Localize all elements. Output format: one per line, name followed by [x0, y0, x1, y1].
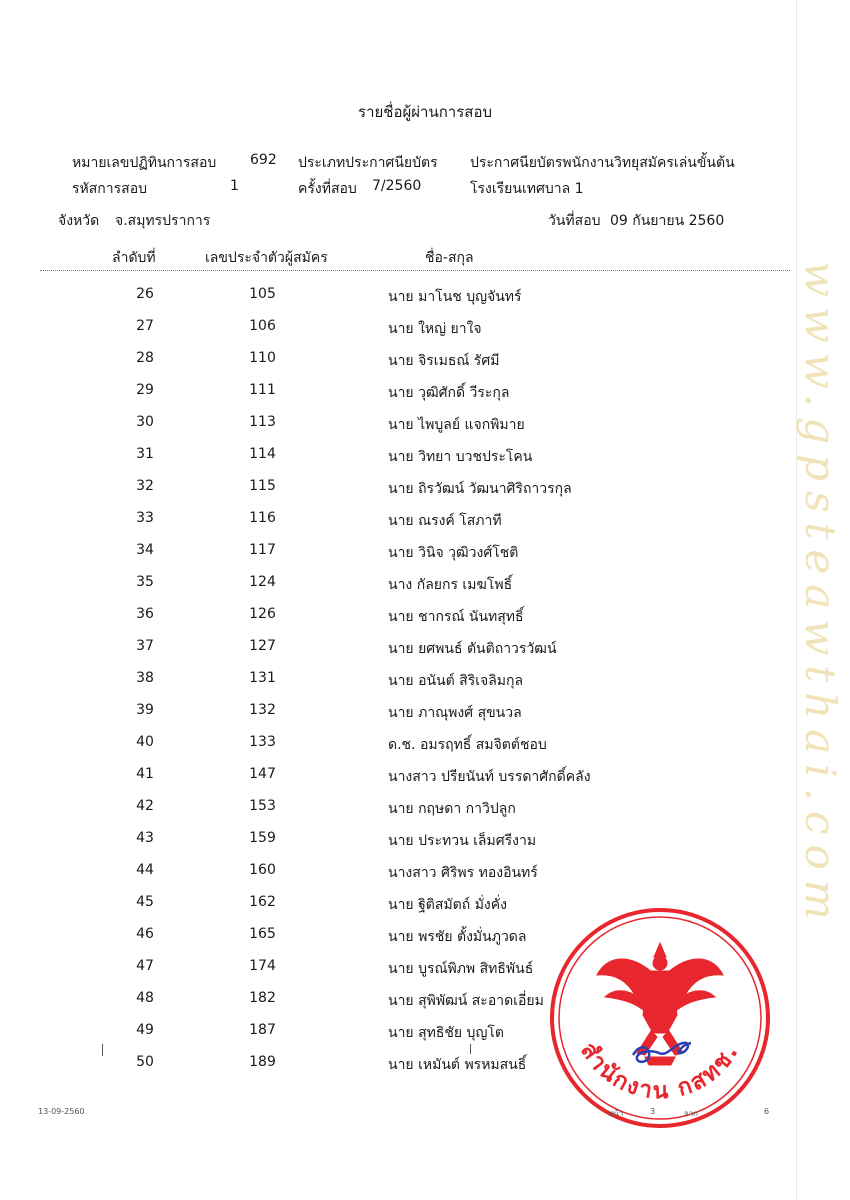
- row-applicant-id: 174: [249, 958, 276, 974]
- row-name: นาย อนันต์ สิริเจลิมกุล: [388, 673, 524, 689]
- table-row: [0, 378, 850, 410]
- row-applicant-id: 105: [249, 286, 276, 302]
- scan-mark: [470, 1044, 471, 1054]
- exam-round-label: ครั้งที่สอบ: [298, 181, 357, 197]
- row-name: นาย บูรณ์พิภพ สิทธิพันธ์: [388, 961, 534, 977]
- venue: โรงเรียนเทศบาล 1: [470, 181, 584, 197]
- watermark: www.gpsteawthai.com: [796, 260, 845, 930]
- table-row: [0, 570, 850, 602]
- row-seq: 45: [136, 894, 154, 910]
- table-row: [0, 794, 850, 826]
- row-applicant-id: 131: [249, 670, 276, 686]
- row-seq: 50: [136, 1054, 154, 1070]
- row-seq: 49: [136, 1022, 154, 1038]
- header-separator: [40, 270, 790, 271]
- table-row: [0, 666, 850, 698]
- row-seq: 40: [136, 734, 154, 750]
- table-row: [0, 410, 850, 442]
- column-header-name: ชื่อ-สกุล: [425, 250, 474, 266]
- row-name: นาย พรชัย ตั้งมั่นภูวดล: [388, 929, 527, 945]
- row-name: นาง กัลยกร เมฆโพธิ์: [388, 577, 513, 593]
- row-name: นาย วินิจ วุฒิวงศ์โชติ: [388, 545, 519, 561]
- exam-round-value: 7/2560: [372, 178, 422, 194]
- row-seq: 36: [136, 606, 154, 622]
- row-seq: 26: [136, 286, 154, 302]
- row-seq: 35: [136, 574, 154, 590]
- stamp-text: สำนักงาน กสทช.: [575, 1037, 745, 1105]
- row-name: นาย มาโนช บุญจันทร์: [388, 289, 522, 305]
- row-applicant-id: 111: [249, 382, 276, 398]
- row-seq: 27: [136, 318, 154, 334]
- row-seq: 38: [136, 670, 154, 686]
- row-name: นางสาว ศิริพร ทองอินทร์: [388, 865, 538, 881]
- row-applicant-id: 132: [249, 702, 276, 718]
- exam-calendar-value: 692: [250, 152, 277, 168]
- row-seq: 39: [136, 702, 154, 718]
- page-title: รายชื่อผู้ผ่านการสอบ: [358, 103, 492, 121]
- row-name: นางสาว ปรียนันท์ บรรดาศักดิ์คลัง: [388, 769, 591, 785]
- row-applicant-id: 153: [249, 798, 276, 814]
- exam-code-value: 1: [230, 178, 239, 194]
- row-applicant-id: 113: [249, 414, 276, 430]
- row-name: นาย ภาณุพงศ์ สุขนวล: [388, 705, 522, 721]
- province-value: จ.สมุทรปราการ: [115, 213, 211, 229]
- row-seq: 41: [136, 766, 154, 782]
- column-header-seq: ลำดับที่: [112, 250, 156, 266]
- row-applicant-id: 110: [249, 350, 276, 366]
- table-row: [0, 858, 850, 890]
- row-name: นาย จิรเมธณ์ รัศมี: [388, 353, 500, 369]
- table-row: [0, 634, 850, 666]
- row-seq: 42: [136, 798, 154, 814]
- table-row: [0, 826, 850, 858]
- row-applicant-id: 114: [249, 446, 276, 462]
- row-applicant-id: 160: [249, 862, 276, 878]
- row-seq: 28: [136, 350, 154, 366]
- row-applicant-id: 127: [249, 638, 276, 654]
- row-name: นาย ณรงค์ โสภาที: [388, 513, 502, 529]
- table-row: [0, 762, 850, 794]
- table-row: [0, 506, 850, 538]
- svg-text:สำนักงาน กสทช.: [575, 1038, 744, 1104]
- row-seq: 30: [136, 414, 154, 430]
- row-applicant-id: 126: [249, 606, 276, 622]
- row-seq: 33: [136, 510, 154, 526]
- table-row: [0, 346, 850, 378]
- page-label: หน้า: [608, 1109, 624, 1118]
- cert-type-value: ประกาศนียบัตรพนักงานวิทยุสมัครเล่นขั้นต้น: [470, 155, 735, 171]
- row-name: นาย สุพิพัฒน์ สะอาดเอี่ยม: [388, 993, 544, 1009]
- row-applicant-id: 165: [249, 926, 276, 942]
- row-applicant-id: 117: [249, 542, 276, 558]
- row-name: นาย ถิรวัฒน์ วัฒนาศิริถาวรกุล: [388, 481, 572, 497]
- row-applicant-id: 116: [249, 510, 276, 526]
- row-seq: 48: [136, 990, 154, 1006]
- table-row: [0, 314, 850, 346]
- row-applicant-id: 106: [249, 318, 276, 334]
- row-applicant-id: 115: [249, 478, 276, 494]
- row-applicant-id: 147: [249, 766, 276, 782]
- table-row: [0, 474, 850, 506]
- exam-calendar-label: หมายเลขปฏิทินการสอบ: [72, 155, 217, 171]
- row-seq: 31: [136, 446, 154, 462]
- table-row: [0, 538, 850, 570]
- row-seq: 43: [136, 830, 154, 846]
- row-applicant-id: 133: [249, 734, 276, 750]
- exam-code-label: รหัสการสอบ: [72, 181, 147, 197]
- row-seq: 37: [136, 638, 154, 654]
- row-name: นาย กฤษดา กาวิปลูก: [388, 801, 516, 817]
- row-name: นาย ไพบูลย์ แจกพิมาย: [388, 417, 525, 433]
- province-label: จังหวัด: [58, 213, 100, 229]
- of-label: จาก: [684, 1109, 699, 1118]
- row-seq: 29: [136, 382, 154, 398]
- page-number: 3: [650, 1107, 656, 1116]
- row-name: นาย สุทธิชัย บุญโต: [388, 1025, 504, 1041]
- table-row: [0, 730, 850, 762]
- row-seq: 44: [136, 862, 154, 878]
- row-name: ด.ช. อมรฤทธิ์ สมจิตต์ชอบ: [388, 737, 547, 753]
- exam-date-label: วันที่สอบ: [548, 213, 601, 229]
- print-date: 13-09-2560: [38, 1107, 85, 1116]
- table-row: [0, 698, 850, 730]
- row-name: นาย ประทวน เล็มศรีงาม: [388, 833, 537, 849]
- row-seq: 34: [136, 542, 154, 558]
- row-applicant-id: 124: [249, 574, 276, 590]
- scan-mark: [102, 1044, 103, 1056]
- row-name: นาย ฐิติสมัตถ์ มั่งคั่ง: [388, 897, 507, 913]
- row-name: นาย วุฒิศักดิ์ วีระกุล: [388, 385, 510, 401]
- row-seq: 47: [136, 958, 154, 974]
- cert-type-label: ประเภทประกาศนียบัตร: [298, 155, 438, 171]
- column-header-applicant-id: เลขประจำตัวผู้สมัคร: [205, 250, 328, 266]
- row-applicant-id: 187: [249, 1022, 276, 1038]
- garuda-emblem-icon: [597, 943, 723, 1065]
- row-name: นาย เหมันต์ พรหมสนธิ์: [388, 1057, 527, 1073]
- table-row: [0, 282, 850, 314]
- row-name: นาย ชากรณ์ นันทสุทธิ์: [388, 609, 524, 625]
- row-applicant-id: 182: [249, 990, 276, 1006]
- total-pages: 6: [764, 1107, 770, 1116]
- row-seq: 46: [136, 926, 154, 942]
- official-stamp: [545, 903, 775, 1133]
- row-name: นาย วิทยา บวชประโคน: [388, 449, 533, 465]
- row-applicant-id: 162: [249, 894, 276, 910]
- exam-date-value: 09 กันยายน 2560: [610, 213, 725, 229]
- row-name: นาย ใหญ่ ยาใจ: [388, 321, 482, 337]
- row-applicant-id: 159: [249, 830, 276, 846]
- row-name: นาย ยศพนธ์ ตันติถาวรวัฒน์: [388, 641, 557, 657]
- table-row: [0, 442, 850, 474]
- row-applicant-id: 189: [249, 1054, 276, 1070]
- row-seq: 32: [136, 478, 154, 494]
- table-row: [0, 602, 850, 634]
